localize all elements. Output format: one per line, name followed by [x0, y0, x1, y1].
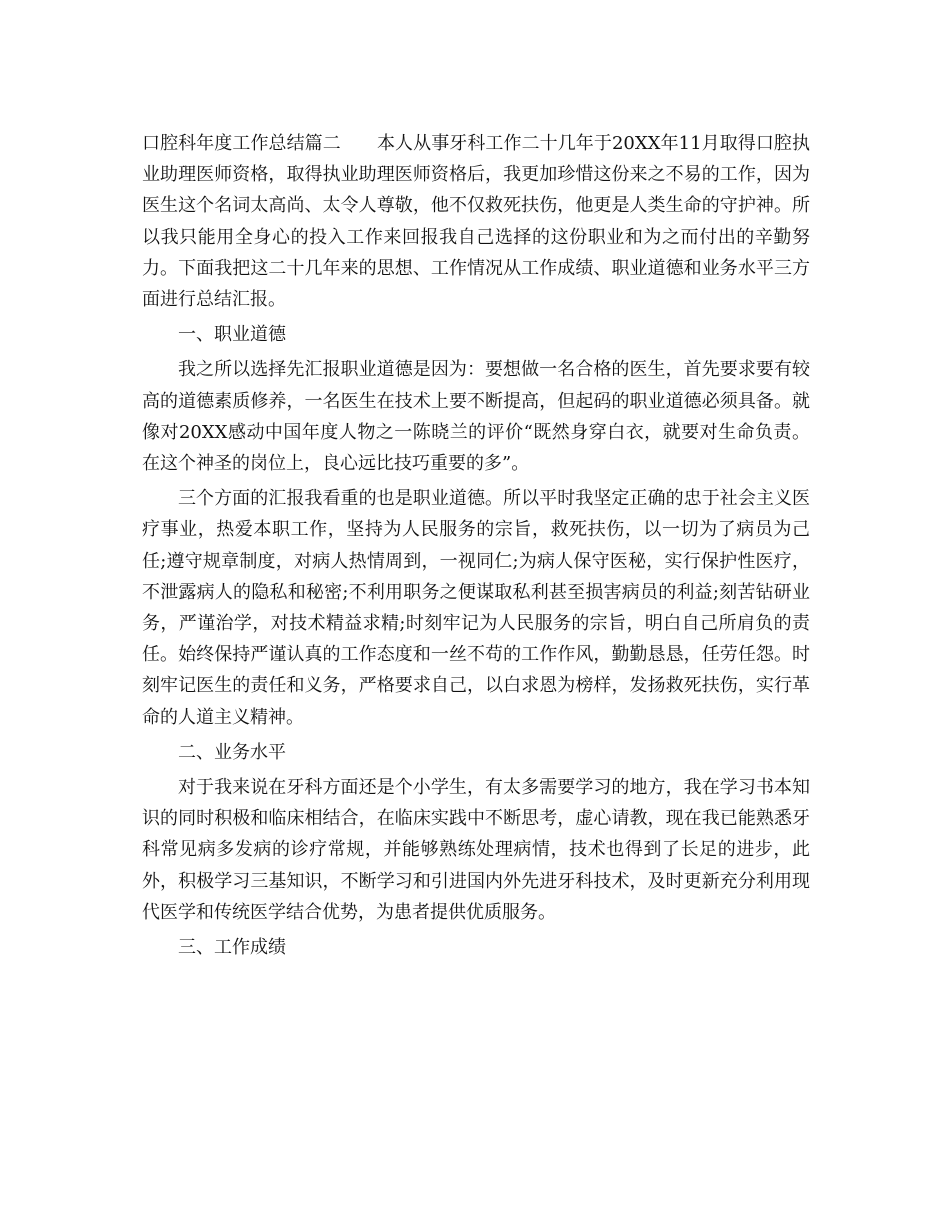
intro-text: 本人从事牙科工作二十几年于20XX年11月取得口腔执业助理医师资格，取得执业助理医师资格后，我更加珍惜这份来之不易的工作，因为医生这个名词太高尚、太令人尊敬，他不仅救死扶伤，他更是人类生命的守护神。所以我只能用全身心的投入工作来回报我自己选择的这份职业和为之而付出的辛勤努力。下面我把这二十几年来的思想、工作情况从工作成绩、职业道德和业务水平三方面进行总结汇报。	[142, 133, 811, 311]
section-heading-skills: 二、业务水平	[178, 741, 286, 763]
ethics-paragraph-1: 我之所以选择先汇报职业道德是因为：要想做一名合格的医生，首先要求要有较高的道德素质修养，一名医生在技术上要不断提高，但起码的职业道德必须具备。就像对20XX感动中国年度人物之一陈晓兰的评价“既然身穿白衣，就要对生命负责。在这个神圣的岗位上，良心远比技巧重要的多”。	[142, 359, 810, 475]
intro-paragraph	[142, 128, 810, 315]
document-body	[142, 128, 810, 963]
document-title: 口腔科年度工作总结篇二	[142, 133, 341, 154]
skills-paragraph-1: 对于我来说在牙科方面还是个小学生，有太多需要学习的地方，我在学习书本知识的同时积极和临床相结合，在临床实践中不断思考，虚心请教，现在我已能熟悉牙科常见病多发病的诊疗常规，并能够熟练处理病情，技术也得到了长足的进步，此外，积极学习三基知识，不断学习和引进国内外先进牙科技术，及时更新充分利用现代医学和传统医学结合优势，为患者提供优质服务。	[142, 777, 810, 923]
section-heading-achievements: 三、工作成绩	[178, 937, 286, 959]
ethics-paragraph-2: 三个方面的汇报我看重的也是职业道德。所以平时我坚定正确的忠于社会主义医疗事业，热爱本职工作，坚持为人民服务的宗旨，救死扶伤，以一切为了病员为己任;遵守规章制度，对病人热情周到，一视同仁;为病人保守医秘，实行保护性医疗，不泄露病人的隐私和秘密;不利用职务之便谋取私利甚至损害病员的利益;刻苦钻研业务，严谨治学，对技术精益求精;时刻牢记为人民服务的宗旨，明白自己所肩负的责任。始终保持严谨认真的工作态度和一丝不苟的工作作风，勤勤恳恳，任劳任怨。时刻牢记医生的责任和义务，严格要求自己，以白求恩为榜样，发扬救死扶伤，实行革命的人道主义精神。	[142, 488, 810, 728]
section-heading-ethics: 一、职业道德	[178, 324, 286, 346]
